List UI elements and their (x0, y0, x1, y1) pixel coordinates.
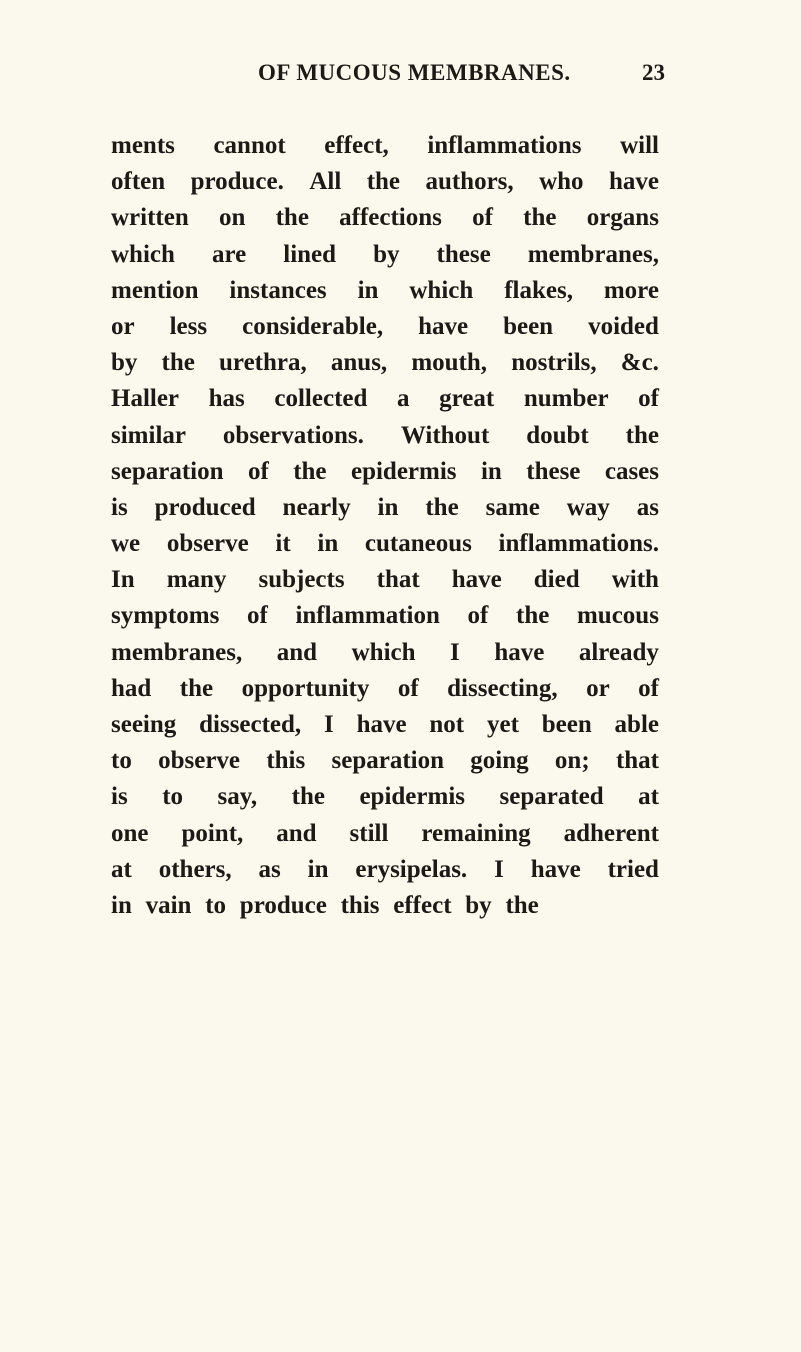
text-line (111, 743, 659, 779)
word: I (324, 711, 334, 738)
word: the (625, 421, 659, 449)
word: observations. (222, 421, 364, 449)
word: written (111, 204, 189, 232)
word: going (470, 747, 529, 775)
word: to (111, 747, 132, 775)
word: observe (158, 747, 241, 775)
word: or (111, 312, 135, 340)
text-line (111, 237, 659, 273)
running-head (0, 60, 801, 94)
word: flakes, (504, 276, 573, 304)
word: that (615, 747, 659, 775)
word: of (638, 385, 659, 413)
word: and (276, 638, 318, 666)
word: have (451, 566, 502, 594)
word: membranes, (111, 638, 243, 666)
word: less (169, 312, 208, 340)
word: affections (339, 204, 442, 232)
word: subjects (258, 566, 345, 594)
word: one (111, 819, 149, 847)
word: the (275, 204, 309, 232)
word: at (111, 855, 132, 883)
word: separated (499, 783, 604, 811)
text-line (111, 273, 659, 309)
text-line (111, 779, 659, 815)
text-line (111, 490, 659, 526)
word: as (258, 855, 281, 883)
word: dissected, (199, 711, 302, 738)
word: nearly (282, 493, 351, 521)
word: the (505, 891, 539, 919)
word: number (523, 385, 609, 413)
word: been (541, 711, 592, 738)
word: cutaneous (364, 530, 472, 558)
word: symptoms (111, 602, 220, 630)
word: still (349, 819, 389, 847)
word: who (539, 168, 584, 196)
text-line (111, 128, 659, 164)
word: the (293, 457, 327, 485)
word: able (614, 711, 659, 738)
word: remaining (421, 819, 531, 847)
word: authors, (425, 168, 514, 196)
word: cases (604, 457, 659, 485)
word: produce (239, 891, 327, 919)
text-line (111, 345, 659, 381)
word: this (340, 891, 380, 919)
word: I (450, 638, 460, 666)
word: membranes, (527, 240, 659, 268)
word: in (357, 276, 379, 304)
word: produce. (190, 168, 284, 196)
word: similar (111, 421, 186, 449)
word: have (530, 855, 581, 883)
word: in (317, 530, 339, 558)
word: of (397, 674, 419, 702)
word: cannot (213, 132, 286, 159)
word: effect, (324, 132, 389, 159)
word: erysipelas. (355, 855, 468, 883)
word: instances (229, 276, 327, 304)
word: the (161, 349, 195, 377)
word: by (111, 349, 138, 377)
word: nostrils, (511, 349, 597, 377)
text-line (111, 598, 659, 634)
word: these (526, 457, 581, 485)
word: dissecting, (447, 674, 558, 702)
word: by (373, 240, 400, 268)
word: doubt (526, 421, 589, 449)
text-line (111, 526, 659, 562)
word: is (111, 493, 128, 521)
text-line (111, 164, 659, 200)
word: which (409, 276, 474, 304)
word: say, (217, 783, 258, 811)
word: will (620, 132, 659, 159)
word: tried (607, 855, 659, 883)
word: mucous (576, 602, 659, 630)
word: way (566, 493, 610, 521)
text-line (111, 671, 659, 707)
word: of (472, 204, 493, 232)
page-number: 23 (642, 60, 665, 85)
word: &c. (620, 349, 659, 377)
word: these (436, 240, 491, 268)
word: of (246, 602, 268, 630)
text-line (111, 200, 659, 236)
word: anus, (330, 349, 388, 377)
word: effect (393, 891, 452, 919)
word: seeing (111, 711, 177, 738)
text-line (111, 381, 659, 417)
word: on; (554, 747, 590, 775)
word: voided (588, 312, 659, 340)
word: I (494, 855, 504, 883)
word: organs (586, 204, 659, 232)
word: it (275, 530, 291, 558)
word: inflammations (427, 132, 582, 159)
word: same (485, 493, 540, 521)
text-line (111, 418, 659, 454)
word: lined (283, 240, 337, 268)
word: mention (111, 276, 199, 304)
word: that (376, 566, 420, 594)
word: had (111, 674, 152, 702)
word: in (377, 493, 399, 521)
word: In (111, 566, 135, 594)
word: mouth, (411, 349, 488, 377)
word: separation (331, 747, 444, 775)
word: epidermis (350, 457, 457, 485)
word: we (111, 530, 141, 558)
text-line (111, 562, 659, 598)
word: great (439, 385, 495, 413)
word: of (247, 457, 269, 485)
word: have (494, 638, 545, 666)
word: Without (400, 421, 490, 449)
word: this (266, 747, 306, 775)
word: in (480, 457, 502, 485)
word: point, (181, 819, 244, 847)
word: the (523, 204, 557, 232)
word: already (578, 638, 659, 666)
word: epidermis (359, 783, 465, 811)
word: the (179, 674, 214, 702)
word: to (162, 783, 184, 811)
word: to (205, 891, 227, 919)
word: yet (486, 711, 519, 738)
word: by (465, 891, 492, 919)
word: have (418, 312, 469, 340)
word: Haller (111, 385, 180, 413)
text-line (111, 852, 659, 888)
text-line (111, 454, 659, 490)
word: in (111, 891, 132, 919)
word: a (397, 385, 410, 413)
word: ments (111, 132, 175, 159)
text-line (111, 309, 659, 345)
text-line (111, 888, 659, 924)
word: died (533, 566, 580, 594)
word: observe (166, 530, 249, 558)
word: the (291, 783, 325, 811)
word: has (208, 385, 245, 413)
text-line (111, 707, 659, 743)
word: urethra, (219, 349, 307, 377)
word: at (638, 783, 659, 811)
word: and (276, 819, 317, 847)
word: with (611, 566, 659, 594)
word: opportunity (241, 674, 370, 702)
word: as (636, 493, 659, 521)
word: which (111, 240, 175, 268)
word: more (603, 276, 659, 304)
word: on (218, 204, 246, 232)
word: produced (154, 493, 256, 521)
word: considerable, (242, 312, 384, 340)
word: collected (274, 385, 368, 413)
word: or (586, 674, 610, 702)
word: many (166, 566, 227, 594)
word: inflammations. (498, 530, 659, 558)
word: All (309, 168, 342, 196)
word: the (425, 493, 459, 521)
body-text (111, 128, 659, 924)
word: adherent (563, 819, 659, 847)
word: vain (145, 891, 192, 919)
word: have (356, 711, 407, 738)
word: are (211, 240, 247, 268)
word: of (467, 602, 489, 630)
text-line (111, 635, 659, 671)
word: of (638, 674, 659, 702)
word: inflammation (295, 602, 440, 630)
word: been (503, 312, 554, 340)
word: often (111, 168, 166, 196)
word: which (351, 638, 416, 666)
text-line (111, 816, 659, 852)
word: not (429, 711, 465, 738)
word: the (516, 602, 550, 630)
word: others, (158, 855, 232, 883)
word: have (608, 168, 659, 196)
word: separation (111, 457, 224, 485)
running-title: OF MUCOUS MEMBRANES. (258, 60, 571, 85)
word: in (307, 855, 329, 883)
word: is (111, 783, 128, 811)
word: the (366, 168, 401, 196)
